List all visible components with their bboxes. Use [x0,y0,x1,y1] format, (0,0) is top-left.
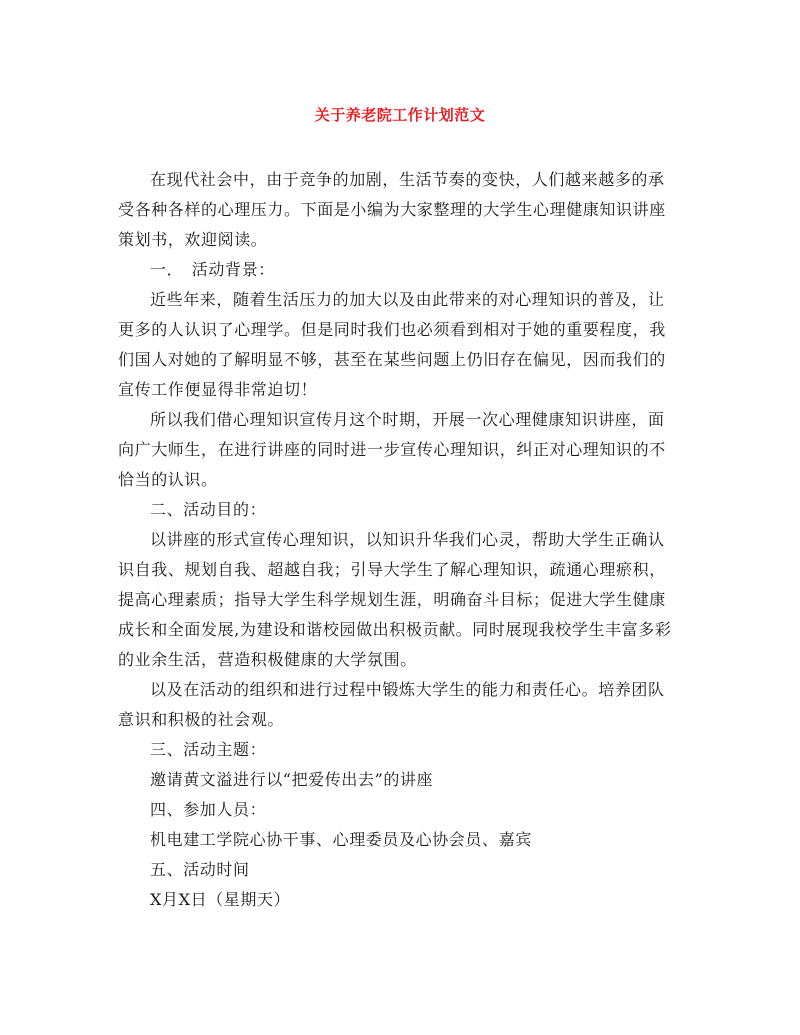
paragraph-time: X月X日（星期天） [150,890,291,909]
paragraph-background: 近些年来，随着生活压力的加大以及由此带来的对心理知识的普及，让更多的人认识了心理学。但是同时我们也必须看到相对于她的重要程度，我们国人对她的了解明显不够，甚至在某些问题上仍旧存在偏见，因而我们的宣传工作便显得非常迫切！ [118,290,666,399]
paragraph-participants: 机电建工学院心协干事、心理委员及心协会员、嘉宾 [150,830,532,849]
paragraph-purpose: 以讲座的形式宣传心理知识，以知识升华我们心灵，帮助大学生正确认识自我、规划自我、超越自我；引导大学生了解心理知识，疏通心理瘀积，提高心理素质；指导大学生科学规划生涯，明确奋斗目标；促进大学生健康成长和全面发展,为建设和谐校园做出积极贡献。同时展现我校学生丰富多彩的业余生活，营造积极健康的大学氛围。 [118,530,672,669]
paragraph-team-building: 以及在活动的组织和进行过程中锻炼大学生的能力和责任心。培养团队意识和积极的社会观。 [118,680,665,729]
paragraph-lecture-plan: 所以我们借心理知识宣传月这个时期，开展一次心理健康知识讲座，面向广大师生，在进行讲座的同时进一步宣传心理知识，纠正对心理知识的不恰当的认识。 [118,410,666,489]
document-title: 关于养老院工作计划范文 [314,106,486,124]
section-heading-participants: 四、参加人员： [150,800,267,819]
section-heading-purpose: 二、活动目的： [150,500,267,519]
section-heading-theme: 三、活动主题： [150,740,267,759]
document-body [118,165,678,915]
section-heading-time: 五、活动时间 [150,860,250,879]
paragraph-theme: 邀请黄文溢进行以“把爱传出去”的讲座 [150,770,434,789]
section-heading-background: 一． 活动背景： [150,260,275,279]
paragraph-intro: 在现代社会中，由于竞争的加剧，生活节奏的变快，人们越来越多的承受各种各样的心理压力。下面是小编为大家整理的大学生心理健康知识讲座策划书，欢迎阅读。 [118,170,666,249]
